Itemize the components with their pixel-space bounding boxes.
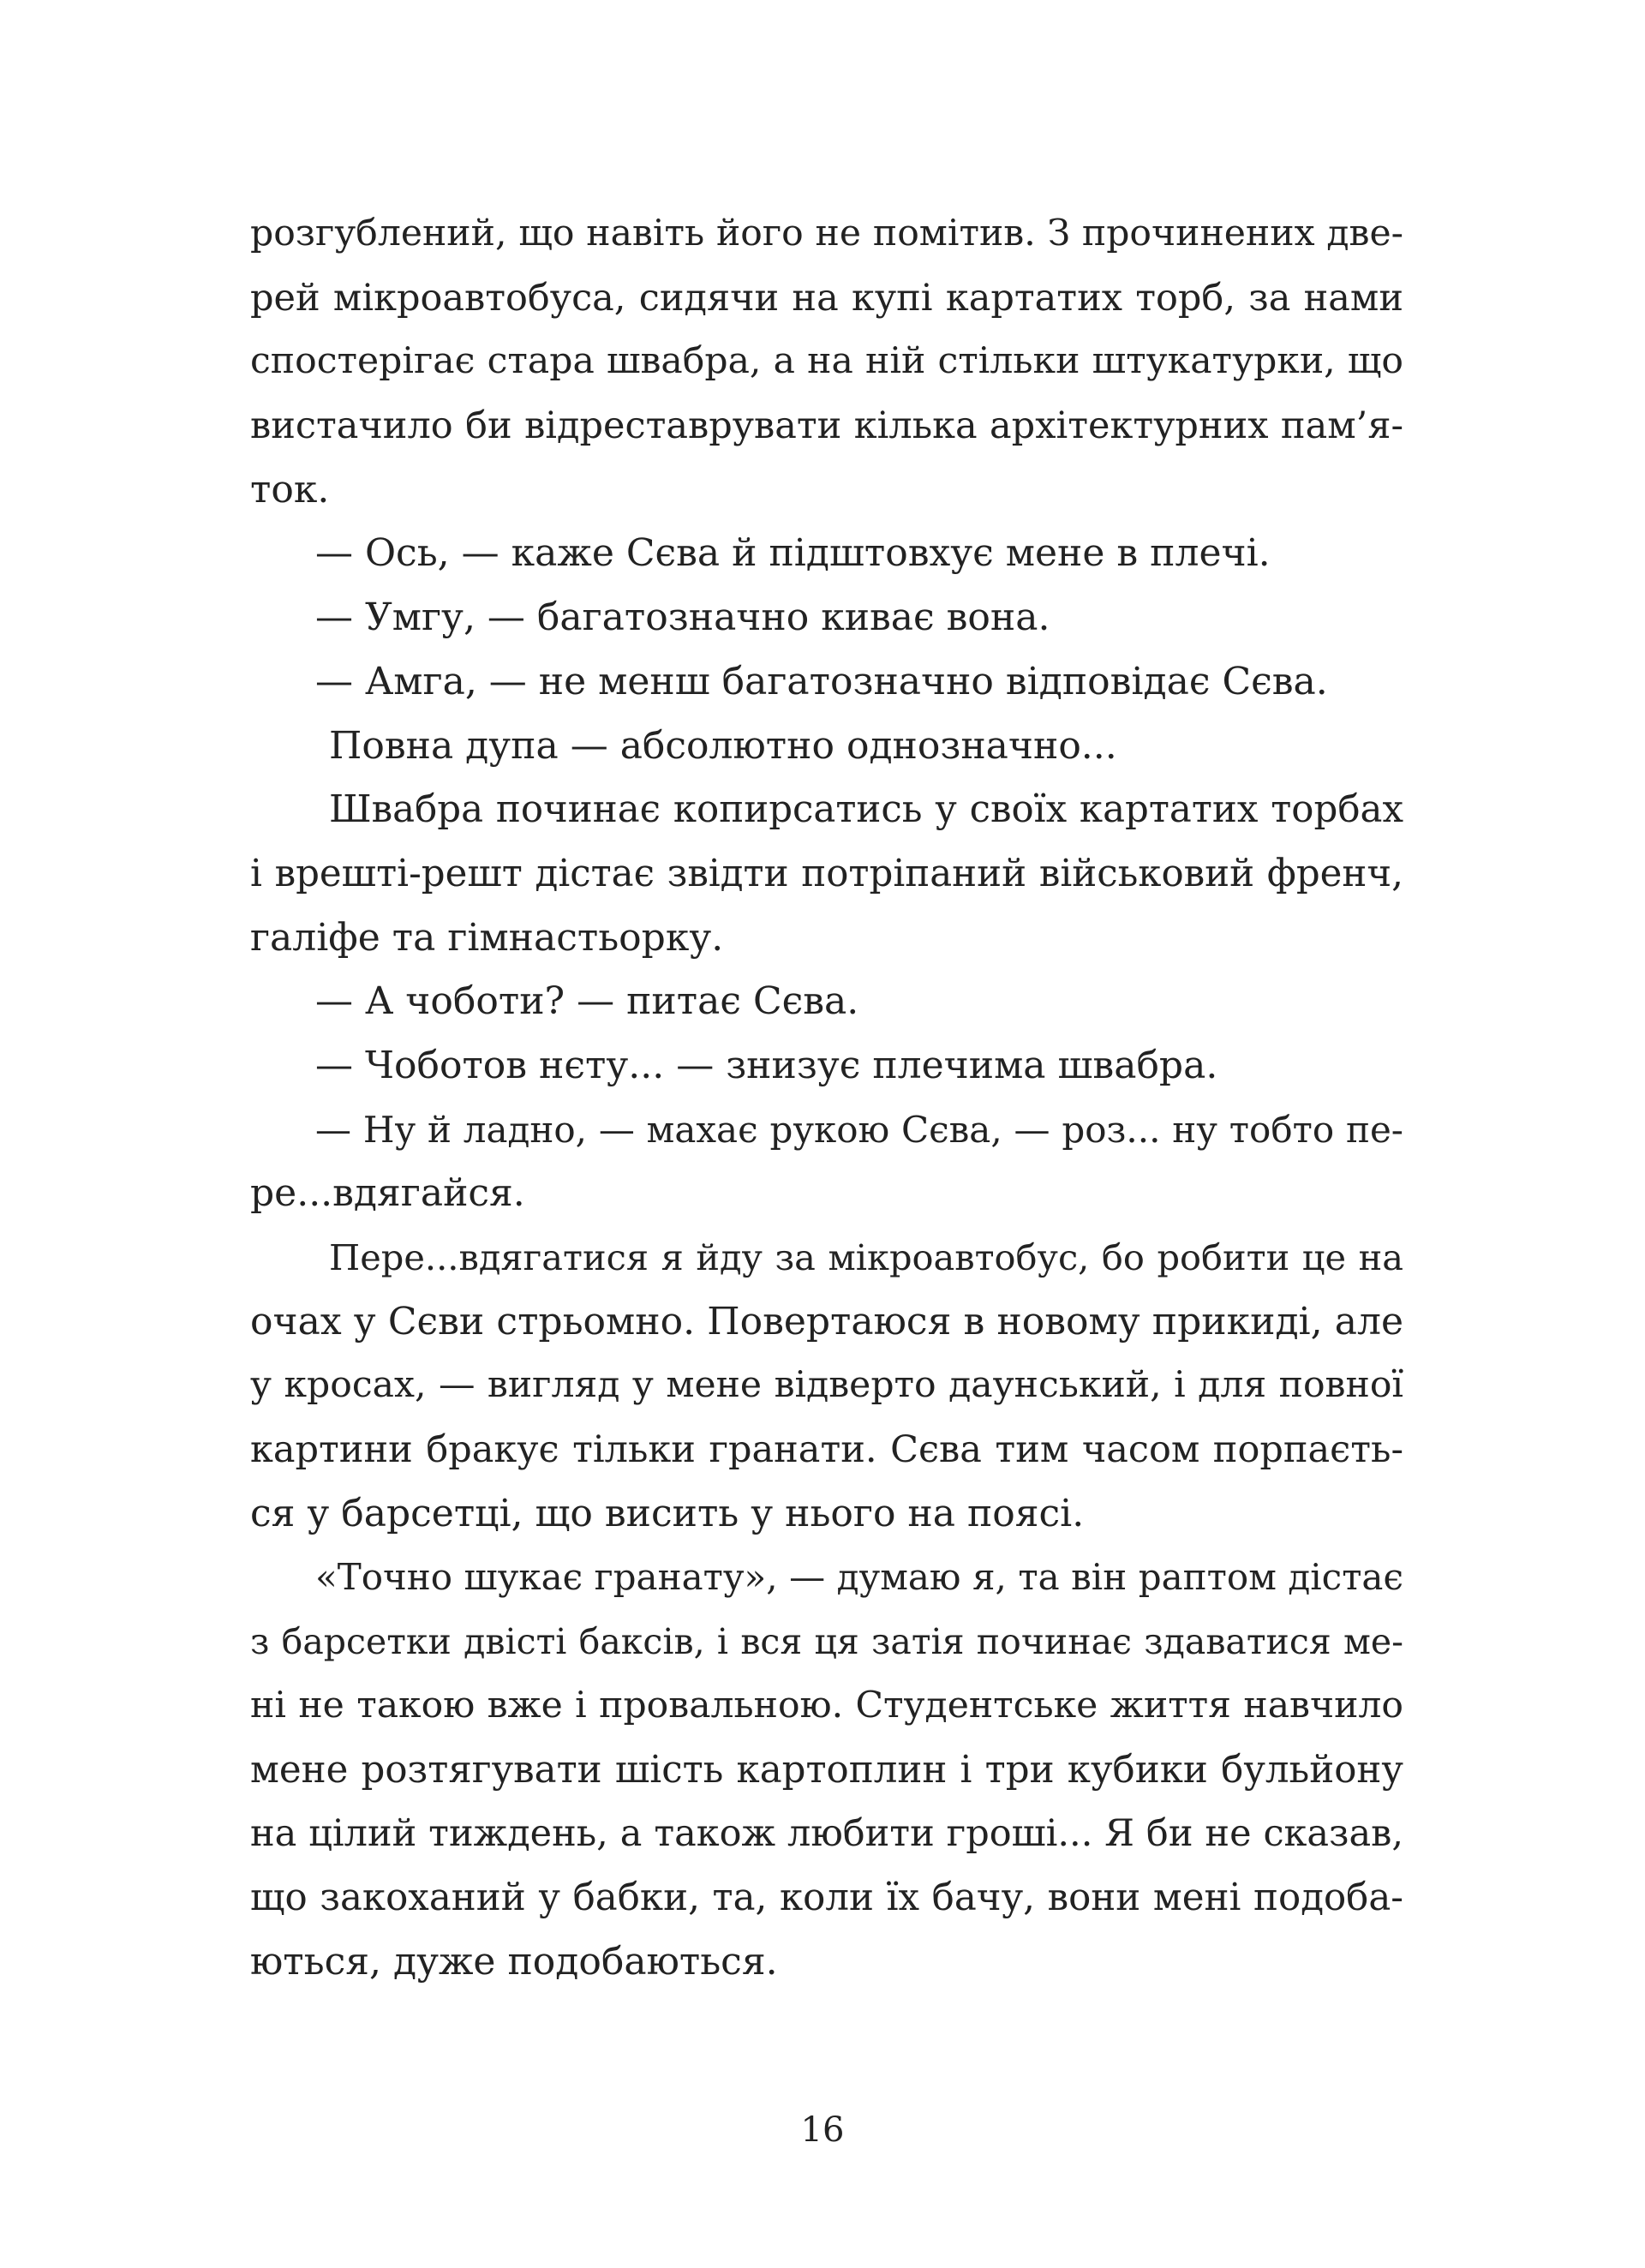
text-line: ються, дуже подобаються. (250, 1939, 778, 1984)
text-line: мене розтягувати шість картоплин і три кубики бульйону (250, 1748, 1403, 1792)
text-line: ток. (250, 467, 330, 512)
text-line: рей мікроавтобуса, сидячи на купі картатих торб, за нами (250, 276, 1403, 320)
text-line: і врешті-решт дістає звідти потріпаний військовий френч, (250, 852, 1403, 895)
text-line: «Точно шукає гранату», — думаю я, та він раптом дістає (315, 1556, 1403, 1599)
text-line: — Амга, — не менш багатозначно відповідає Сєва. (315, 659, 1328, 703)
text-line: на цілий тиждень, а також любити гроші... Я би не сказав, (250, 1812, 1403, 1856)
text-line: — Ну й ладно, — махає рукою Сєва, — роз... ну тобто пе- (315, 1108, 1403, 1151)
body-text (250, 202, 1403, 1994)
text-line: вистачило би відреставрувати кілька архітектурних пам’я- (250, 404, 1403, 448)
text-line: — А чоботи? — питає Сєва. (315, 979, 859, 1024)
text-line: очах у Сєви стрьомно. Повертаюся в новому прикиді, але (250, 1299, 1403, 1343)
text-line: ре...вдягайся. (250, 1171, 525, 1216)
text-line: Швабра починає копирсатись у своїх картатих торбах (329, 788, 1403, 832)
text-line: розгублений, що навіть його не помітив. З прочинених две- (250, 212, 1403, 254)
text-line: ся у барсетці, що висить у нього на поясі. (250, 1491, 1085, 1535)
text-line: ні не такою вже і провальною. Студентське життя навчило (250, 1684, 1403, 1726)
text-line: у кросах, — вигляд у мене відверто даунський, і для повної (250, 1364, 1403, 1407)
text-line: — Умгу, — багатозначно киває вона. (315, 595, 1050, 640)
text-line: Пере...вдягатися я йду за мікроавтобус, бо робити це на (329, 1236, 1403, 1278)
text-line: що закоханий у бабки, та, коли їх бачу, вони мені подоба- (250, 1876, 1403, 1919)
page-number: 16 (800, 2110, 845, 2150)
text-line: спостерігає стара швабра, а на ній стільки штукатурки, що (250, 340, 1403, 383)
text-line: з барсетки двісті баксів, і вся ця затія починає здаватися ме- (250, 1621, 1403, 1663)
text-line: галіфе та гімнастьорку. (250, 915, 724, 960)
text-line: Повна дупа — абсолютно однозначно... (329, 723, 1117, 768)
text-line: картини бракує тільки гранати. Сєва тим часом порпаєть- (250, 1428, 1403, 1472)
text-line: — Чоботов нєту... — знизує плечима швабра. (315, 1043, 1218, 1087)
text-line: — Ось, — каже Сєва й підштовхує мене в плечі. (315, 531, 1271, 576)
